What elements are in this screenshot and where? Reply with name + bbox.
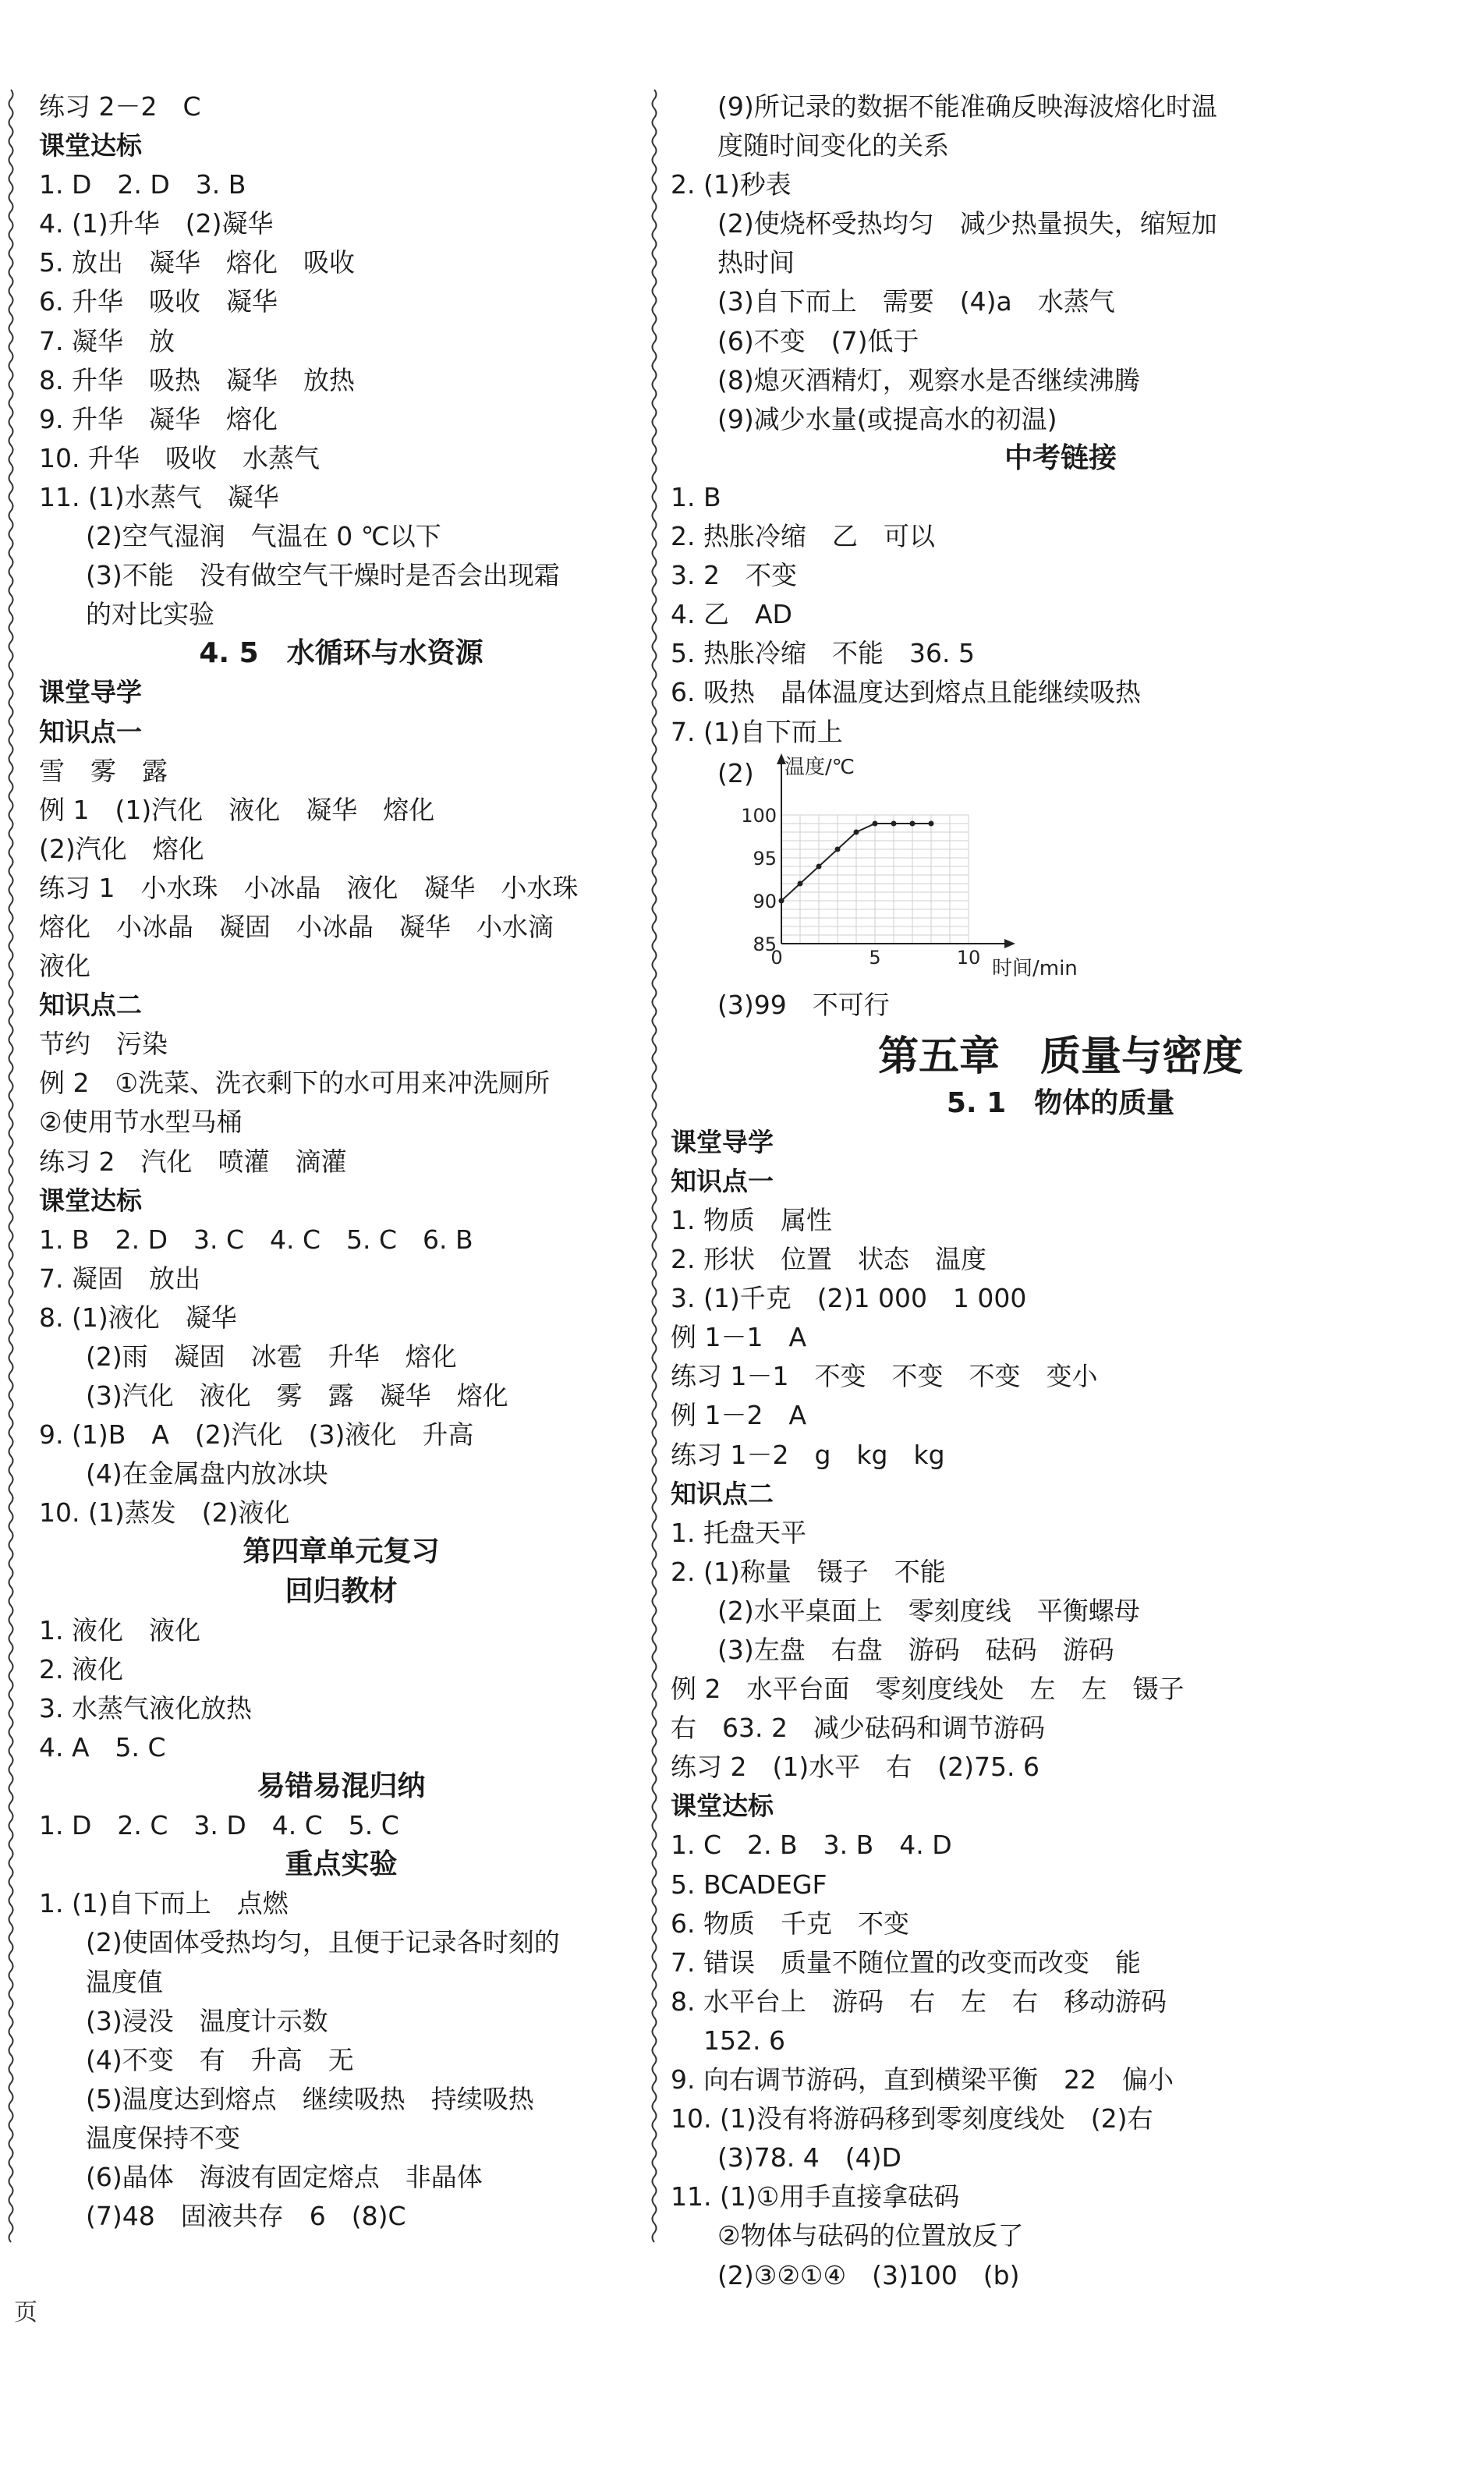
subheading: 知识点一 xyxy=(39,716,142,747)
answer-line: 1. B xyxy=(671,481,721,512)
answer-line: 1. (1)自下而上 点燃 xyxy=(39,1888,289,1919)
section-heading: 5. 1 物体的质量 xyxy=(946,1086,1175,1119)
answer-line: (2)使烧杯受热均匀 减少热量损失，缩短加 xyxy=(717,208,1217,239)
answer-line: 例 1－1 A xyxy=(671,1322,807,1353)
answer-line: 8. (1)液化 凝华 xyxy=(39,1302,237,1333)
x-axis-label: 时间/min xyxy=(992,956,1078,980)
answer-line: 液化 xyxy=(39,951,90,982)
answer-line: 9. 升华 凝华 熔化 xyxy=(39,403,278,434)
answer-line: 度随时间变化的关系 xyxy=(717,130,949,161)
answer-line: 节约 污染 xyxy=(39,1029,168,1060)
answer-line: 7. (1)自下而上 xyxy=(671,716,843,747)
answer-line: 雪 雾 露 xyxy=(39,755,168,786)
answer-line: 5. 热胀冷缩 不能 36. 5 xyxy=(671,638,975,669)
answer-line: 热时间 xyxy=(717,247,795,278)
answer-line: 温度保持不变 xyxy=(86,2122,240,2153)
section-heading: 4. 5 水循环与水资源 xyxy=(199,637,483,670)
answer-line: (9)减少水量(或提高水的初温) xyxy=(717,403,1057,434)
subheading: 知识点二 xyxy=(671,1478,774,1509)
answer-line: 练习 2 汽化 喷灌 滴灌 xyxy=(39,1146,347,1177)
answer-line: 1. D 2. C 3. D 4. C 5. C xyxy=(39,1810,399,1841)
y-tick-label: 95 xyxy=(753,847,777,870)
answer-line: 1. 托盘天平 xyxy=(671,1517,806,1548)
answer-line: 3. 2 不变 xyxy=(671,560,797,591)
section-heading: 重点实验 xyxy=(285,1848,398,1881)
data-point xyxy=(798,880,803,886)
data-point xyxy=(779,898,785,903)
answer-line: 练习 1 小水珠 小冰晶 液化 凝华 小水珠 xyxy=(39,872,579,903)
answer-line: ②物体与砝码的位置放反了 xyxy=(717,2220,1024,2251)
answer-line: 3. 水蒸气液化放热 xyxy=(39,1692,252,1724)
answer-line: (2)水平桌面上 零刻度线 平衡螺母 xyxy=(717,1595,1140,1626)
x-axis-arrow xyxy=(1004,939,1015,948)
answer-line: (9)所记录的数据不能准确反映海波熔化时温 xyxy=(717,91,1217,122)
answer-line: (3)不能 没有做空气干燥时是否会出现霜 xyxy=(86,560,560,591)
answer-line: (2)雨 凝固 冰雹 升华 熔化 xyxy=(86,1341,457,1372)
data-point xyxy=(854,829,859,834)
answer-line: 2. 形状 位置 状态 温度 xyxy=(671,1244,986,1275)
subheading: 知识点一 xyxy=(671,1165,774,1196)
answer-line: 练习 2－2 C xyxy=(39,91,201,122)
subheading: 课堂达标 xyxy=(39,130,142,161)
answer-line: 6. 物质 千克 不变 xyxy=(671,1908,909,1939)
answer-line: 例 2 水平台面 零刻度线处 左 左 镊子 xyxy=(671,1674,1185,1705)
data-point xyxy=(873,820,878,826)
answer-line: 11. (1)水蒸气 凝华 xyxy=(39,481,279,512)
answer-line: 10. 升华 吸收 水蒸气 xyxy=(39,442,320,473)
answer-line: 右 63. 2 减少砝码和调节游码 xyxy=(671,1713,1045,1744)
right-column xyxy=(671,87,1450,2295)
answer-line: 练习 1－1 不变 不变 不变 变小 xyxy=(671,1361,1098,1392)
left-column xyxy=(39,87,643,2236)
answer-line: 4. A 5. C xyxy=(39,1731,166,1763)
answer-line: (3)自下而上 需要 (4)a 水蒸气 xyxy=(717,286,1115,317)
subheading: 课堂达标 xyxy=(39,1185,142,1216)
answer-line: (4)在金属盘内放冰块 xyxy=(86,1458,328,1490)
answer-line: (3)左盘 右盘 游码 砝码 游码 xyxy=(717,1635,1114,1665)
answer-line: 例 2 ①洗菜、洗衣剩下的水可用来冲洗厕所 xyxy=(39,1068,551,1099)
page-footer: 页 xyxy=(14,2299,37,2326)
right-column-bottom xyxy=(671,986,1450,2295)
answer-line: (3)78. 4 (4)D xyxy=(717,2142,901,2173)
answer-line: (3)浸没 温度计示数 xyxy=(86,2005,328,2036)
answer-line: 5. BCADEGF xyxy=(671,1869,827,1900)
answer-line: (6)不变 (7)低于 xyxy=(717,325,919,356)
answer-line: 熔化 小冰晶 凝固 小冰晶 凝华 小水滴 xyxy=(39,911,554,942)
answer-line: 4. 乙 AD xyxy=(671,599,792,630)
answer-line: 例 1 (1)汽化 液化 凝华 熔化 xyxy=(39,794,435,825)
data-point xyxy=(816,863,822,869)
section-heading: 易错易混归纳 xyxy=(257,1770,426,1803)
answer-line: (2)汽化 熔化 xyxy=(39,833,204,864)
answer-line: 8. 升华 吸热 凝华 放热 xyxy=(39,364,355,395)
answer-line: 1. D 2. D 3. B xyxy=(39,169,246,200)
answer-line: 1. 物质 属性 xyxy=(671,1204,832,1235)
answer-line: (2)使固体受热均匀，且便于记录各时刻的 xyxy=(86,1927,560,1958)
answer-line: 2. (1)称量 镊子 不能 xyxy=(671,1556,946,1587)
answer-line: 1. 液化 液化 xyxy=(39,1614,200,1646)
answer-line: 5. 放出 凝华 熔化 吸收 xyxy=(39,247,355,278)
answer-line: ②使用节水型马桶 xyxy=(39,1107,243,1138)
left-wavy-border xyxy=(6,90,16,2242)
answer-line: 10. (1)没有将游码移到零刻度线处 (2)右 xyxy=(671,2103,1153,2134)
answer-line: 练习 1－2 g kg kg xyxy=(671,1439,945,1470)
section-heading: 第五章 质量与密度 xyxy=(877,1033,1243,1080)
subheading: 课堂导学 xyxy=(39,677,142,708)
answer-line: 温度值 xyxy=(86,1966,163,1997)
graph-part-label: (2) xyxy=(717,757,754,788)
wavy-line xyxy=(653,90,657,2242)
x-tick-label: 10 xyxy=(956,946,981,969)
right-column-top xyxy=(671,87,1450,752)
data-point xyxy=(929,820,934,826)
answer-line: 11. (1)①用手直接拿砝码 xyxy=(671,2181,960,2212)
subheading: 课堂达标 xyxy=(671,1791,774,1822)
wavy-line xyxy=(9,90,13,2242)
answer-line: 6. 吸热 晶体温度达到熔点且能继续吸热 xyxy=(671,677,1141,708)
answer-line: (3)汽化 液化 雾 露 凝华 熔化 xyxy=(86,1380,508,1412)
data-point xyxy=(910,820,916,826)
subheading: 课堂导学 xyxy=(671,1126,774,1157)
x-tick-label: 0 xyxy=(770,946,783,969)
answer-line: 2. (1)秒表 xyxy=(671,169,792,200)
middle-wavy-divider xyxy=(650,90,659,2242)
answer-line: (4)不变 有 升高 无 xyxy=(86,2044,354,2075)
answer-line: 2. 液化 xyxy=(39,1653,123,1685)
answer-line: (7)48 固液共存 6 (8)C xyxy=(86,2201,406,2232)
x-tick-label: 5 xyxy=(869,946,881,969)
subheading: 知识点二 xyxy=(39,990,142,1021)
answer-line: 的对比实验 xyxy=(86,599,214,630)
answer-line: (8)熄灭酒精灯，观察水是否继续沸腾 xyxy=(717,364,1140,395)
answer-line: 1. B 2. D 3. C 4. C 5. C 6. B xyxy=(39,1224,473,1255)
answer-line: (2)空气湿润 气温在 0 ℃以下 xyxy=(86,521,441,552)
line-chart xyxy=(741,752,1078,986)
y-tick-label: 85 xyxy=(753,933,777,955)
section-heading: 中考链接 xyxy=(1004,441,1117,474)
y-tick-label: 100 xyxy=(741,804,777,827)
answer-line: 152. 6 xyxy=(703,2025,785,2056)
answer-line: 7. 凝固 放出 xyxy=(39,1263,200,1294)
answer-line: 2. 热胀冷缩 乙 可以 xyxy=(671,521,935,552)
answer-line: (2)③②①④ (3)100 (b) xyxy=(717,2259,1020,2290)
section-heading: 第四章单元复习 xyxy=(243,1536,440,1568)
answer-line: 8. 水平台上 游码 右 左 右 移动游码 xyxy=(671,1986,1167,2017)
answer-line: 6. 升华 吸收 凝华 xyxy=(39,286,278,317)
y-axis-label: 温度/℃ xyxy=(785,755,855,779)
answer-line: 7. 错误 质量不随位置的改变而改变 能 xyxy=(671,1947,1141,1978)
data-point xyxy=(835,846,841,852)
section-heading: 回归教材 xyxy=(285,1575,398,1607)
y-tick-label: 90 xyxy=(753,890,777,912)
temperature-time-graph xyxy=(671,752,1450,986)
answer-line: 10. (1)蒸发 (2)液化 xyxy=(39,1497,290,1529)
data-point xyxy=(891,820,897,826)
answer-line: 7. 凝华 放 xyxy=(39,325,175,356)
answer-line: 9. (1)B A (2)汽化 (3)液化 升高 xyxy=(39,1419,474,1451)
answer-line: 练习 2 (1)水平 右 (2)75. 6 xyxy=(671,1752,1040,1783)
answer-line: (6)晶体 海波有固定熔点 非晶体 xyxy=(86,2161,483,2192)
answer-line: 4. (1)升华 (2)凝华 xyxy=(39,208,274,239)
answer-line: 9. 向右调节游码，直到横梁平衡 22 偏小 xyxy=(671,2064,1174,2096)
answer-line: (5)温度达到熔点 继续吸热 持续吸热 xyxy=(86,2083,534,2114)
answer-line: 例 1－2 A xyxy=(671,1400,807,1431)
answer-line: (3)99 不可行 xyxy=(717,989,890,1020)
answer-line: 1. C 2. B 3. B 4. D xyxy=(671,1830,952,1861)
answer-line: 3. (1)千克 (2)1 000 1 000 xyxy=(671,1283,1027,1314)
